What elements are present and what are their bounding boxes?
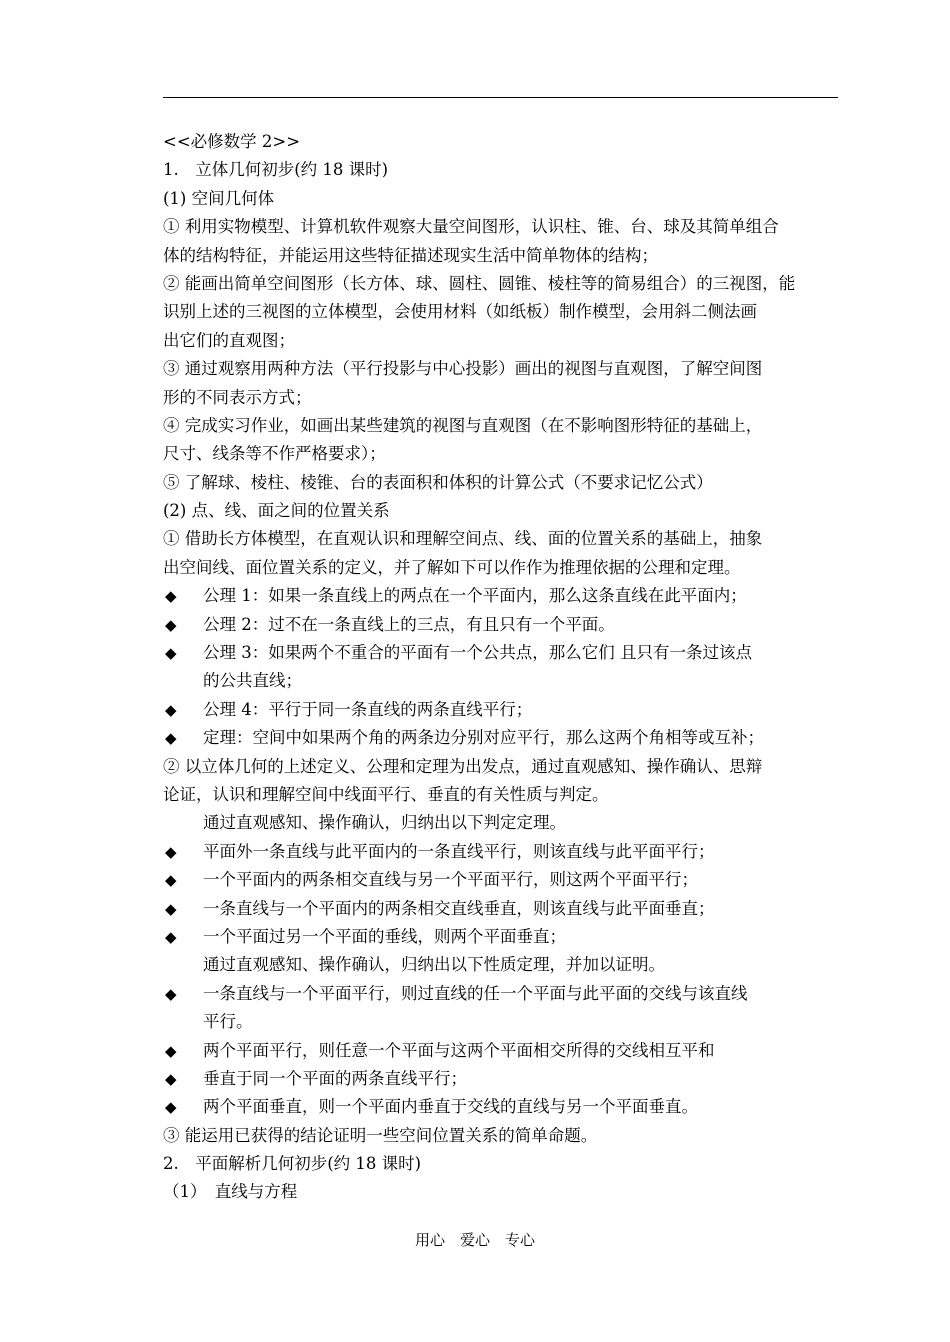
bullet-text: 一条直线与一个平面平行，则过直线的任一个平面与此平面的交线与该直线 <box>203 983 748 1003</box>
page-footer: 用心 爱心 专心 <box>414 1231 535 1249</box>
text-line: （1） 直线与方程 <box>163 1182 298 1202</box>
diamond-bullet-icon: ◆ <box>165 1069 177 1088</box>
diamond-bullet-icon: ◆ <box>165 842 177 861</box>
text-line: 形的不同表示方式； <box>163 387 312 407</box>
diamond-bullet-icon: ◆ <box>165 587 177 606</box>
text-line: 2. 平面解析几何初步(约 18 课时) <box>163 1154 422 1174</box>
bullet-text: 一条直线与一个平面内的两条相交直线垂直，则该直线与此平面垂直； <box>203 898 715 918</box>
text-line: ② 以立体几何的上述定义、公理和定理为出发点，通过直观感知、操作确认、思辩 <box>163 756 763 776</box>
bullet-text: 平面外一条直线与此平面内的一条直线平行，则该直线与此平面平行； <box>203 841 715 861</box>
bullet-text: 公理 3：如果两个不重合的平面有一个公共点，那么它们 且只有一条过该点 <box>203 643 752 663</box>
bullet-text: 定理：空间中如果两个角的两条边分别对应平行，那么这两个角相等或互补； <box>203 728 764 748</box>
bullet-item <box>163 639 839 667</box>
bullet-text: 公理 1：如果一条直线上的两点在一个平面内，那么这条直线在此平面内； <box>203 586 747 606</box>
indented-line: 的公共直线； <box>203 671 302 691</box>
diamond-bullet-icon: ◆ <box>165 899 177 918</box>
text-line: ⑤ 了解球、棱柱、棱锥、台的表面积和体积的计算公式（不要求记忆公式） <box>163 472 713 492</box>
bullet-item <box>163 923 839 951</box>
text-line: 论证，认识和理解空间中线面平行、垂直的有关性质与判定。 <box>163 784 609 804</box>
diamond-bullet-icon: ◆ <box>165 871 177 890</box>
diamond-bullet-icon: ◆ <box>165 984 177 1003</box>
header-rule <box>163 97 838 98</box>
text-line: 1. 立体几何初步(约 18 课时) <box>163 160 389 180</box>
diamond-bullet-icon: ◆ <box>165 1098 177 1117</box>
text-line: 识别上述的三视图的立体模型，会使用材料（如纸板）制作模型，会用斜二侧法画 <box>163 302 757 322</box>
text-line: ③ 通过观察用两种方法（平行投影与中心投影）画出的视图与直观图，了解空间图 <box>163 359 763 379</box>
text-line: 尺寸、线条等不作严格要求）； <box>163 444 386 464</box>
bullet-item <box>163 980 839 1008</box>
bullet-item <box>163 724 839 752</box>
bullet-item <box>163 1093 839 1121</box>
text-line: ① 借助长方体模型，在直观认识和理解空间点、线、面的位置关系的基础上，抽象 <box>163 529 763 549</box>
text-line: 体的结构特征，并能运用这些特征描述现实生活中简单物体的结构； <box>163 245 658 265</box>
text-line: (2) 点、线、面之间的位置关系 <box>163 501 390 521</box>
bullet-text: 一个平面过另一个平面的垂线，则两个平面垂直； <box>203 926 566 946</box>
bullet-item <box>163 838 839 866</box>
bullet-item <box>163 866 839 894</box>
text-line: ③ 能运用已获得的结论证明一些空间位置关系的简单命题。 <box>163 1125 598 1145</box>
bullet-item <box>163 1037 839 1065</box>
document-body <box>163 128 839 1207</box>
diamond-bullet-icon: ◆ <box>165 729 177 748</box>
text-line: 出它们的直观图； <box>163 330 295 350</box>
bullet-item <box>163 696 839 724</box>
diamond-bullet-icon: ◆ <box>165 700 177 719</box>
text-line: ④ 完成实习作业，如画出某些建筑的视图与直观图（在不影响图形特征的基础上， <box>163 415 763 435</box>
bullet-text: 两个平面垂直，则一个平面内垂直于交线的直线与另一个平面垂直。 <box>203 1097 698 1117</box>
indented-line: 通过直观感知、操作确认，归纳出以下性质定理，并加以证明。 <box>203 955 665 975</box>
bullet-text: 一个平面内的两条相交直线与另一个平面平行，则这两个平面平行； <box>203 870 698 890</box>
indented-line: 平行。 <box>203 1012 253 1032</box>
text-line: ② 能画出简单空间图形（长方体、球、圆柱、圆锥、棱柱等的简易组合）的三视图，能 <box>163 273 796 293</box>
bullet-item <box>163 611 839 639</box>
diamond-bullet-icon: ◆ <box>165 927 177 946</box>
bullet-item <box>163 1065 839 1093</box>
text-line: 出空间线、面位置关系的定义，并了解如下可以作作为推理依据的公理和定理。 <box>163 557 741 577</box>
text-line: (1) 空间几何体 <box>163 188 275 208</box>
bullet-text: 两个平面平行，则任意一个平面与这两个平面相交所得的交线相互平和 <box>203 1040 715 1060</box>
bullet-text: 垂直于同一个平面的两条直线平行； <box>203 1068 467 1088</box>
indented-line: 通过直观感知、操作确认，归纳出以下判定定理。 <box>203 813 566 833</box>
diamond-bullet-icon: ◆ <box>165 1041 177 1060</box>
text-line: ① 利用实物模型、计算机软件观察大量空间图形，认识柱、锥、台、球及其简单组合 <box>163 217 779 237</box>
diamond-bullet-icon: ◆ <box>165 644 177 663</box>
text-line: <<必修数学 2>> <box>163 132 301 151</box>
bullet-item <box>163 582 839 610</box>
bullet-item <box>163 895 839 923</box>
bullet-text: 公理 4：平行于同一条直线的两条直线平行； <box>203 699 533 719</box>
bullet-text: 公理 2：过不在一条直线上的三点，有且只有一个平面。 <box>203 614 615 634</box>
diamond-bullet-icon: ◆ <box>165 615 177 634</box>
